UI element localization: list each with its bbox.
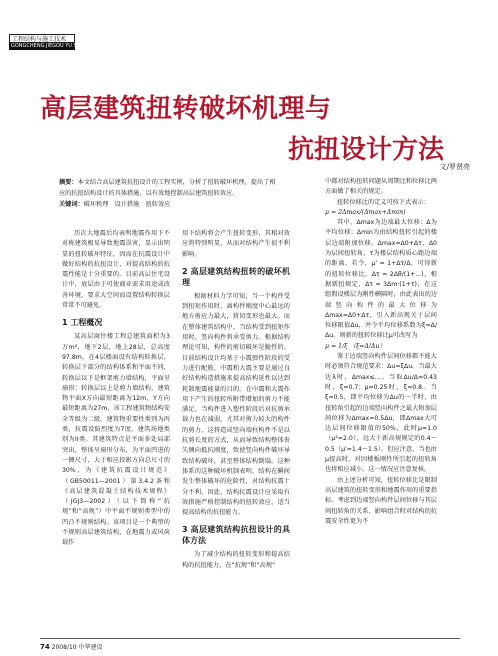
continued-paragraph: 用下结构将会产生扭转变形，其相对效应将特别明显，从而对结构产生很不利影响。 xyxy=(182,230,290,258)
design-method-paragraph: 为了减少结构的扭转变形和提高结构的抗扭能力，在“抗规”和“高规” xyxy=(182,551,290,569)
section-3-heading: 3 高层建筑结构抗扭设计的具体方法 xyxy=(182,525,290,546)
intro-paragraph: 历次大地震后均表明地震作用下不对称建筑极易导致地震误害，显示出明显的扭转破坏特征，因而在抗震设计中做好结构的抗扭设计，对提高结构的抗震性能是十分重要的。目前高层住宅设计中，底层由于可使商业需求用途或改善环境，要求大空间而设置结构转换层常常不可避免。 xyxy=(62,230,170,310)
ratio-derivation-paragraph: 其中，Δmax为边端最大位移；Δ为平均位移；Δmin为由结构扭转引起的楼层边端附加位移。Δmax=Δ0+Δτ，Δ0为层间扭转角，τ为楼层结构质心距边端的距离。若令，μ' = 1+Δτ/Δ，可得新的扭转位移比，Δτ = 2Δθ/(1+...)，根据新扭规定，Δτ = 3Δm·(1+τ)，在这组假设楼层为刚性横隔时，由此表出的边端竖向构件的最大位移为Δmax=Δ0+Δτ，引入新高规关于层间位移限值Δu，并令平均位移系数为ξ=Δ/Δu。则新的扭转位移比μ可改写为 xyxy=(325,219,437,340)
article-title-line2: 抗扭设计方法 xyxy=(288,135,445,165)
section-2-heading: 2 高层建筑结构扭转的破坏机理 xyxy=(182,266,290,287)
footer-rule xyxy=(40,638,460,639)
formula-1: μ = 2Δmax/(Δmax+Δmin) xyxy=(325,208,406,216)
project-overview-paragraph: 某高层商住楼工程总建筑面积为3万m²，地下2层，地上28层，总高度97.8m。在4层楼面设有结构转换层，转换层下部分的结构体系和平面不同，转换层以下是框架剪力墙结构，平面呈扇形；转换层以上是剪力墙结构，建筑物平面X方向最短距离为12m，Y方向最短距离为27m，该工程建筑物结构安全等级为二级，建筑物重要性类别为丙类，抗震设防烈度为7度，建筑场地类别为II类。其建筑特点是平面多处局部突出，整体呈扇形分布，为平面凹进的一侧尺寸，大于相应投影方向总尺寸的30%，为《建筑抗震设计规范》（GB50011—2001）第3.4.2条和《高层建筑混凝土结构技术规程》（JGJ3—2002）（以下简称“抗规”和“高规”）中平面不规则类型中的凹凸不规则结构。该项目是一个典型的不规则高层建筑结构，在地震力或风荷载作 xyxy=(62,333,170,547)
keywords-label: 关键词： xyxy=(59,201,84,208)
column-tag: 工程结构与施工技术 xyxy=(9,34,75,43)
abstract-block xyxy=(59,177,279,210)
column-2 xyxy=(182,229,290,571)
page-number: 74 xyxy=(40,643,50,651)
column-3 xyxy=(325,177,437,527)
ratio-analysis-paragraph: 鉴于边端竖向构件层间位移都不能大时必须符合规范要求：Δu=ξΔu。当最大达λ时，Δmax≤...。当取Δu/Δ=0.43时，ξ=0.7；μ=0.25时，ξ=0.8。当ξ=0.5，即平均位移为Δu的一半时，由扭转角引起的边端竖向构件之最大附加层间位移为Δmax=0.5Δu，即Δmax大可达层间位移限值的50%，此时μ=1.0（μ²=2.0），远大于新高规规定的0.4～0.5（μ'=1.4～1.5）。但应注意，当也由μ提高时，对因楼板刚性所引起的扭转角也将相应减小，这一情况应注意复核。 xyxy=(325,353,437,474)
section-1-heading: 1 工程概况 xyxy=(62,318,103,328)
keywords-text: 破坏机理 设计措施 扭转效应 xyxy=(83,201,171,208)
column-bar xyxy=(9,43,113,50)
author-byline: 文/罗贤亮 xyxy=(439,163,470,171)
abstract-label: 摘要： xyxy=(59,179,78,186)
column-1 xyxy=(62,229,170,549)
col3-top-paragraph: 中都对结构扭转问题从周期比和位移比两方面做了相关的规定。 xyxy=(325,178,437,196)
ratio-definition-paragraph: 扭转位移比的定义可按下式表示： xyxy=(337,198,430,206)
article-title-line1: 高层建筑扭转破坏机理与 xyxy=(40,94,332,124)
formula-2: μ = 1/ξ （ξ=Δ/Δu） xyxy=(325,342,386,350)
conclusion-paragraph: 由上述分析可知，扭转位移比是限制高层建筑的扭转变形和地震作用的重要指标。考虑到边端竖向构件层间位移与其层间扭转角的关系，影响组合时对结构的抗震安全性更为不 xyxy=(325,476,437,525)
column-bar-text: GONGCHENG JIEGOU YU SHIGONG JISHU xyxy=(11,43,113,49)
abstract-text: 本文结合高层建筑抗扭设计的工程实例，分析了扭转破坏机理，提出了相应的抗扭结构设计的具体措施，以有效地控制高层建筑扭转效应。 xyxy=(59,179,276,197)
failure-mechanism-paragraph: 根据材料力学可知，当一个构件受到扭矩作用时，离构件刚度中心最远的地方剪应力最大，将切变形也最大。而在整体建筑结构中，当结构受到扭矩作用时，竖向构件将承受剪力。根据结构理论可知，构件的剪切破坏是脆性的。目前结构设计均基于小震弹性阶段的受力进行配筋，中震和大震主要是通过良好结构构造措施来提高结构延性以达到耗散地震能量的目的。在中震和大震作用下产生的扭转所附带增加的剪力不能满足，当构件进入塑性阶段后对抗剪承载力也在减弱，尤其对剪力较大的构件的剪力，这将造成竖向端柱构件不是以抗剪长度的方式，从而导致结构整体丧失侧向抵抗刚度，致使竖向构件破坏导致结构破坏，甚至整体结构倒塌。这种体系的这种破坏机制表明，结构在瞬间发生整体破坏的危险性，对结构抗震十分不利。因此，结构抗震设计应采取有效措施严格控制结构的扭转效应，适当提高结构的抗扭能力。 xyxy=(182,292,290,517)
page-footer xyxy=(40,642,103,651)
issue-label: 2008/10 中华建设 xyxy=(51,644,103,651)
